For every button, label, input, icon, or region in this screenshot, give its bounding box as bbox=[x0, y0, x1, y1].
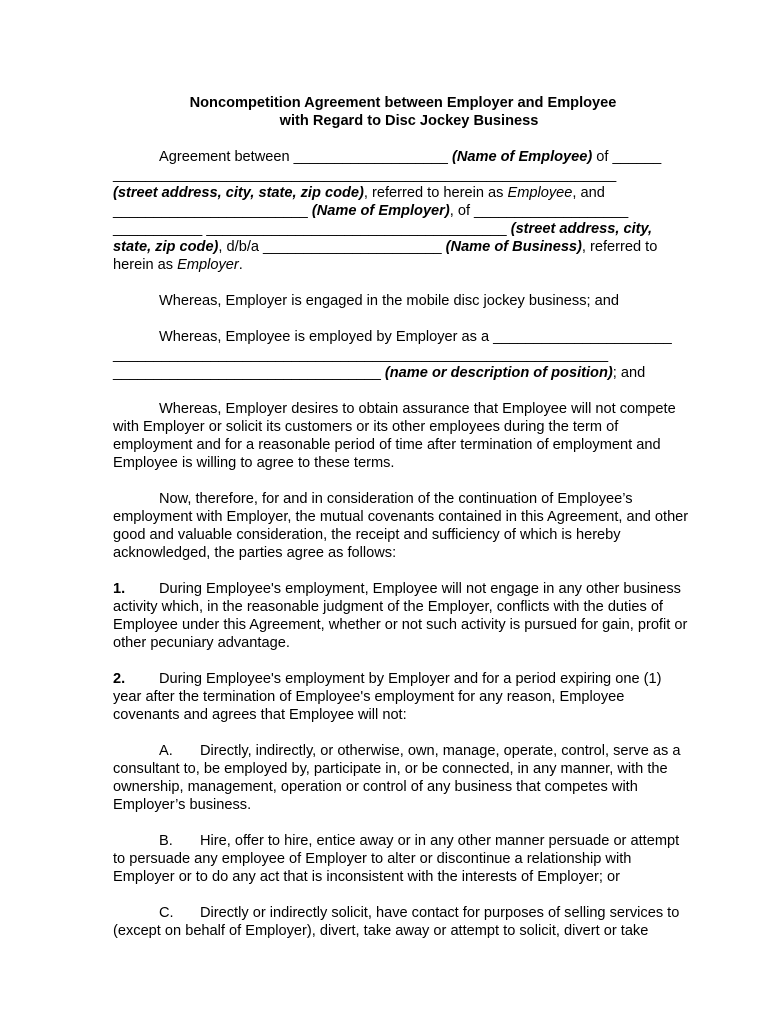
street-address-label-1: (street address, city, state, zip code) bbox=[113, 185, 364, 201]
subsection-c-letter: C. bbox=[159, 905, 174, 921]
section-1-number: 1. bbox=[113, 581, 126, 597]
document-page bbox=[113, 94, 693, 940]
whereas-paragraph-2 bbox=[113, 328, 693, 382]
subsection-c bbox=[113, 904, 693, 940]
whereas-paragraph-1: Whereas, Employer is engaged in the mobile disc jockey business; and bbox=[159, 293, 619, 309]
section-2-text: During Employee's employment by Employer and for a period expiring one (1) year after the termination of Employee's employment for any reason, Employee covenants and agrees that Employee will not: bbox=[113, 671, 662, 723]
intro-period: . bbox=[238, 257, 243, 273]
subsection-b-letter: B. bbox=[159, 833, 173, 849]
blank-line-1: ______________________________________________________________ bbox=[113, 167, 617, 183]
name-of-business-label: (Name of Business) bbox=[445, 239, 582, 255]
street-address-label-2a: (street address, city, bbox=[510, 221, 653, 237]
subsection-a-text: Directly, indirectly, or otherwise, own, manage, operate, control, serve as a consultant to, be employed by, participate in, or be connected, in any manner, with the ownership, management, operation or control of any business that competes with Employer’s business. bbox=[113, 743, 681, 813]
subsection-a bbox=[113, 742, 693, 814]
subsection-b-text: Hire, offer to hire, entice away or in any other manner persuade or attempt to persuade any employee of Employer to alter or discontinue a relationship with Employer or to do any act that is inconsistent with the interests of Employer; or bbox=[113, 833, 680, 885]
dba-text: , d/b/a ______________________ bbox=[218, 239, 442, 255]
name-of-employer-label: (Name of Employer) bbox=[311, 203, 450, 219]
section-1 bbox=[113, 580, 693, 652]
whereas-paragraph-3: Whereas, Employer desires to obtain assurance that Employee will not compete with Employer or solicit its customers or its other employees during the term of employment and for a reasonable period of time after termination of employment and Employee is willing to agree to these terms. bbox=[113, 401, 676, 471]
referred-text-1: , referred to herein as bbox=[363, 185, 508, 201]
of-blank-1: of ______ bbox=[592, 149, 662, 165]
whereas-2-and: ; and bbox=[612, 365, 646, 381]
title-line-2: with Regard to Disc Jockey Business bbox=[279, 113, 539, 129]
subsection-c-text: Directly or indirectly solicit, have contact for purposes of selling services to (except on behalf of Employer), divert, take away or attempt to solicit, divert or take bbox=[113, 905, 680, 939]
position-label: (name or description of position) bbox=[384, 365, 613, 381]
intro-paragraph bbox=[113, 148, 693, 274]
employee-word: Employee bbox=[507, 185, 573, 201]
section-2 bbox=[113, 670, 693, 724]
section-2-number: 2. bbox=[113, 671, 126, 687]
name-of-employee-label: (Name of Employee) bbox=[451, 149, 593, 165]
document-title bbox=[113, 94, 693, 130]
whereas-2-blank-line: _____________________________________________________________ bbox=[113, 347, 609, 363]
subsection-a-letter: A. bbox=[159, 743, 173, 759]
subsection-b bbox=[113, 832, 693, 886]
agreement-between-text: Agreement between ___________________ bbox=[159, 149, 448, 165]
title-line-1: Noncompetition Agreement between Employer and Employee bbox=[189, 95, 617, 111]
whereas-2-blank-short: _________________________________ bbox=[113, 365, 381, 381]
street-address-label-2b: state, zip code) bbox=[113, 239, 219, 255]
of-blank-2: , of ___________________ bbox=[449, 203, 629, 219]
employer-blank: ________________________ bbox=[113, 203, 308, 219]
now-therefore-paragraph: Now, therefore, for and in consideration of the continuation of Employee’s employment with Employer, the mutual covenants contained in this Agreement, and other good and valuable consideration, the receipt and sufficiency of which is hereby acknowledged, the parties agree as follows: bbox=[113, 491, 689, 561]
and-text-1: , and bbox=[572, 185, 605, 201]
employer-word: Employer bbox=[177, 257, 239, 273]
street-blank-2: ___________ _____________________________________ bbox=[113, 221, 507, 237]
section-1-text: During Employee's employment, Employee will not engage in any other business activity which, in the reasonable judgment of the Employer, conflicts with the duties of Employee under this Agreement, whether or not such activity is pursued for gain, profit or other pecuniary advantage. bbox=[113, 581, 688, 651]
referred-text-2: , referred to bbox=[581, 239, 658, 255]
whereas-2-text: Whereas, Employee is employed by Employer as a ______________________ bbox=[159, 329, 672, 345]
herein-as-text: herein as bbox=[113, 257, 178, 273]
